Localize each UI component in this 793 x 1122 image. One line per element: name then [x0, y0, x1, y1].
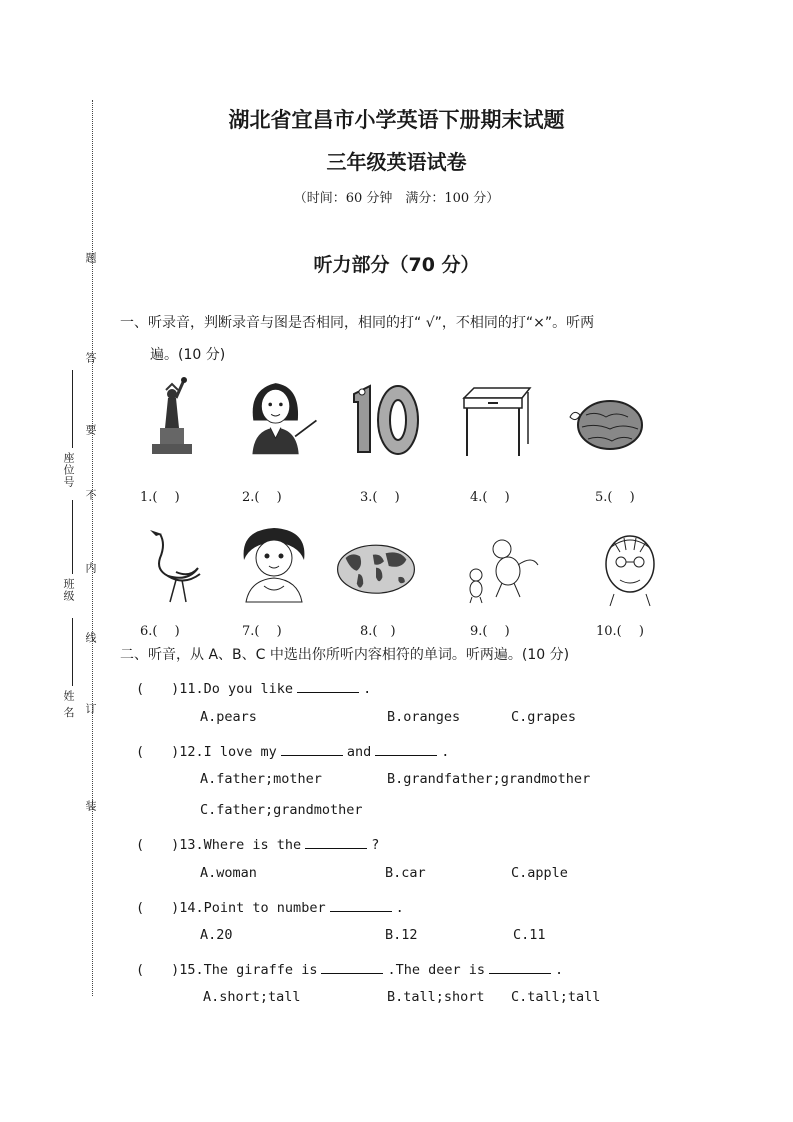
q13-number: 13. [179, 837, 204, 853]
q13-text: Where is the [203, 837, 302, 853]
name-line[interactable] [72, 618, 73, 686]
margin-char-da: 答 [84, 352, 97, 364]
q15-option-a[interactable]: A.short;tall [203, 989, 301, 1005]
q14-answer-paren[interactable]: ( ) [136, 900, 180, 916]
page-subtitle: 三年级英语试卷 [326, 150, 467, 174]
picture-label-9[interactable]: 9.( ) [470, 624, 510, 639]
name-label: 姓 名 [62, 690, 75, 719]
picture-label-1[interactable]: 1.( ) [140, 490, 180, 505]
q15-answer-paren[interactable]: ( ) [136, 962, 180, 978]
q14-row [136, 896, 404, 916]
q15-mid: .The deer is [387, 962, 485, 978]
q13-end: ? [371, 837, 380, 853]
seat-number-label: 座位号 [62, 452, 75, 488]
q12-blank-2[interactable] [375, 743, 437, 756]
monkeys-picture [462, 530, 542, 610]
margin-char-zhuang: 装 [84, 800, 97, 812]
q11-text: Do you like [203, 681, 294, 697]
part1-instruction-line1: 一、听录音，判断录音与图是否相同，相同的打“ √”，不相同的打“×”。听两 [120, 315, 595, 331]
table-picture [458, 380, 538, 460]
margin-char-nei: 内 [84, 562, 97, 574]
picture-label-6[interactable]: 6.( ) [140, 624, 180, 639]
margin-char-bu: 不 [84, 489, 97, 501]
margin-char-ti: 题 [84, 252, 97, 264]
class-label: 班级 [62, 578, 75, 602]
q15-row [136, 958, 563, 978]
class-line[interactable] [72, 500, 73, 574]
old-man-picture [590, 528, 670, 608]
picture-label-5[interactable]: 5.( ) [595, 490, 635, 505]
q15-text: The giraffe is [203, 962, 318, 978]
picture-label-10[interactable]: 10.( ) [596, 624, 644, 639]
q12-option-a[interactable]: A.father;mother [200, 771, 322, 787]
page-title: 湖北省宜昌市小学英语下册期末试题 [228, 108, 565, 132]
picture-label-2[interactable]: 2.( ) [242, 490, 282, 505]
margin-char-ding: 订 [84, 703, 97, 715]
part2-instruction: 二、听音，从 A、B、C 中选出你所听内容相符的单词。听两遍。(10 分) [120, 647, 570, 663]
q13-row [136, 833, 379, 853]
q13-blank[interactable] [305, 836, 367, 849]
q12-option-c[interactable]: C.father;grandmother [200, 802, 363, 818]
statue-of-liberty-picture [132, 376, 212, 456]
q12-blank-1[interactable] [281, 743, 343, 756]
teacher-picture [240, 376, 320, 456]
binding-line [92, 100, 93, 996]
q12-option-b[interactable]: B.grandfather;grandmother [387, 771, 591, 787]
q11-row [136, 677, 371, 697]
q14-text: Point to number [203, 900, 326, 916]
picture-label-3[interactable]: 3.( ) [360, 490, 400, 505]
q13-answer-paren[interactable]: ( ) [136, 837, 180, 853]
q15-option-c[interactable]: C.tall;tall [511, 989, 601, 1005]
number-ten-picture [348, 380, 428, 460]
q12-number: 12. [179, 744, 204, 760]
q15-blank-1[interactable] [321, 961, 383, 974]
margin-char-xian: 线 [84, 632, 97, 644]
q15-blank-2[interactable] [489, 961, 551, 974]
part1-instruction-line2: 遍。(10 分) [150, 347, 226, 363]
section-title: 听力部分（70 分） [313, 254, 480, 276]
time-info: （时间：60 分钟 满分：100 分） [293, 191, 500, 206]
girl-picture [234, 524, 314, 604]
q11-answer-paren[interactable]: ( ) [136, 681, 180, 697]
q12-end: . [441, 744, 450, 760]
seat-number-line[interactable] [72, 370, 73, 448]
q14-number: 14. [179, 900, 204, 916]
q14-option-a[interactable]: A.20 [200, 927, 233, 943]
q12-answer-paren[interactable]: ( ) [136, 744, 180, 760]
q11-blank[interactable] [297, 680, 359, 693]
q15-option-b[interactable]: B.tall;short [387, 989, 485, 1005]
q12-text: I love my [203, 744, 277, 760]
watermelon-picture [566, 384, 646, 464]
q11-option-b[interactable]: B.oranges [387, 709, 461, 725]
q11-option-c[interactable]: C.grapes [511, 709, 577, 725]
q11-option-a[interactable]: A.pears [200, 709, 257, 725]
q14-option-c[interactable]: C.11 [513, 927, 546, 943]
margin-char-yao: 要 [84, 424, 97, 436]
q14-end: . [395, 900, 404, 916]
q13-option-a[interactable]: A.woman [200, 865, 257, 881]
picture-label-7[interactable]: 7.( ) [242, 624, 282, 639]
world-map-picture [336, 530, 416, 610]
q11-number: 11. [179, 681, 204, 697]
q13-option-c[interactable]: C.apple [511, 865, 568, 881]
q12-row [136, 740, 449, 760]
q15-number: 15. [179, 962, 204, 978]
picture-label-8[interactable]: 8.( ) [360, 624, 396, 639]
picture-label-4[interactable]: 4.( ) [470, 490, 510, 505]
q14-blank[interactable] [330, 899, 392, 912]
q11-end: . [363, 681, 372, 697]
q15-end: . [555, 962, 564, 978]
q14-option-b[interactable]: B.12 [385, 927, 418, 943]
q13-option-b[interactable]: B.car [385, 865, 426, 881]
q12-mid: and [346, 744, 372, 760]
crane-bird-picture [140, 524, 220, 604]
